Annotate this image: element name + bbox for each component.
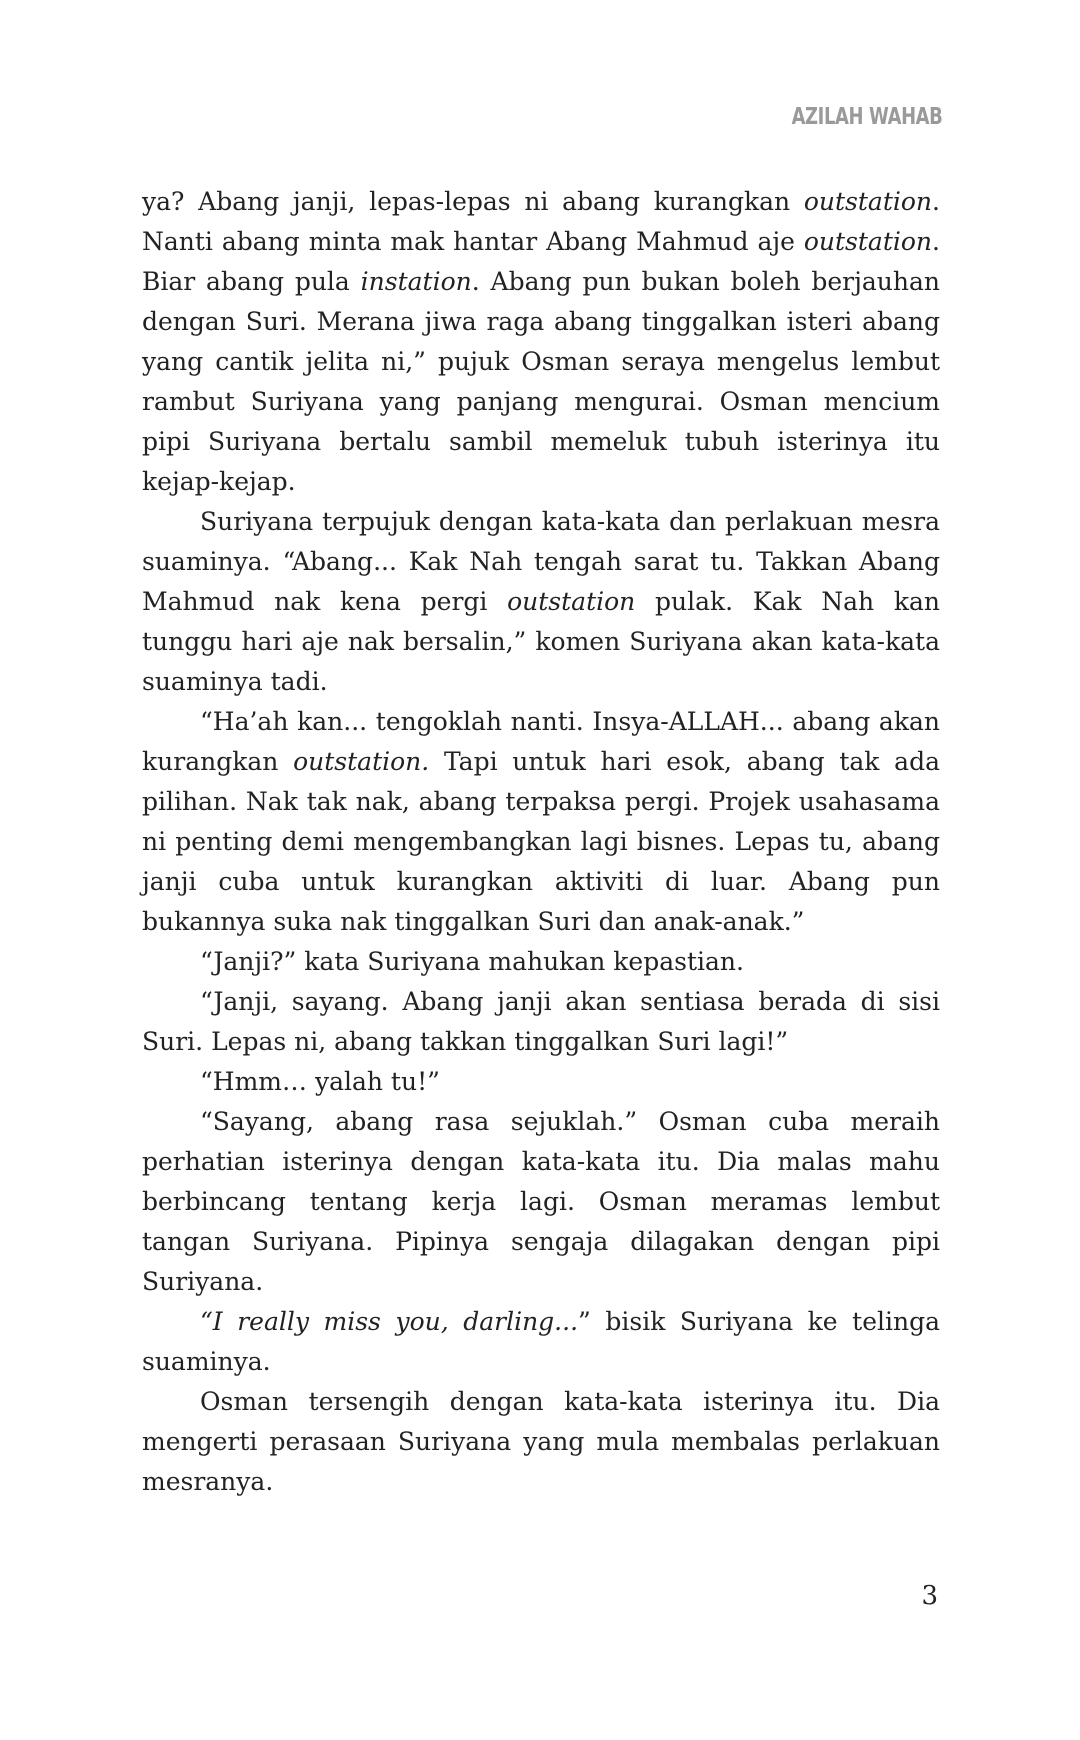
text-run: ya? Abang janji, lepas-lepas ni abang kurangkan <box>142 187 804 216</box>
paragraph <box>142 1102 940 1302</box>
text-run: . Biar abang pula <box>142 227 940 296</box>
italic-text: outstation <box>803 187 933 216</box>
italic-text: outstation <box>803 227 933 256</box>
paragraph <box>142 1302 940 1382</box>
text-run: “Janji, sayang. Abang janji akan sentiasa berada di sisi Suri. Lepas ni, abang takkan tinggalkan Suri lagi!” <box>142 987 940 1056</box>
text-run: . Abang pun bukan boleh berjauhan dengan Suri. Merana jiwa raga abang tinggalkan isteri abang yang cantik jelita ni,” pujuk Osman seraya mengelus lembut rambut Suriyana yang panjang mengurai. Osman mencium pipi Suriyana bertalu sambil memeluk tubuh isterinya itu kejap-kejap. <box>142 267 940 496</box>
paragraph <box>142 1062 940 1102</box>
text-run: “Ha’ah kan... tengoklah nanti. Insya-ALLAH... abang akan kurangkan <box>142 707 940 776</box>
paragraph <box>142 982 940 1062</box>
italic-text: outstation <box>507 587 636 616</box>
text-run: “Sayang, abang rasa sejuklah.” Osman cuba meraih perhatian isterinya dengan kata-kata itu. Dia malas mahu berbincang tentang kerja lagi. Osman meramas lembut tangan Suriyana. Pipinya sengaja dilagakan dengan pipi Suriyana. <box>142 1107 940 1296</box>
text-run: . Nanti abang minta mak hantar Abang Mahmud aje <box>142 187 940 256</box>
page-number: 3 <box>921 1581 938 1611</box>
italic-text: instation <box>360 267 472 296</box>
text-run: Tapi untuk hari esok, abang tak ada pilihan. Nak tak nak, abang terpaksa pergi. Projek usahasama ni penting demi mengembangkan lagi bisnes. Lepas tu, abang janji cuba untuk kurangkan aktiviti di luar. Abang pun bukannya suka nak tinggalkan Suri dan anak-anak.” <box>142 747 940 936</box>
paragraph <box>142 1382 940 1502</box>
text-run: ” bisik Suriyana ke telinga suaminya. <box>142 1307 940 1376</box>
paragraph <box>142 702 940 942</box>
italic-text: outstation. <box>293 747 430 776</box>
text-run: Osman tersengih dengan kata-kata isterinya itu. Dia mengerti perasaan Suriyana yang mula membalas perlakuan mesranya. <box>142 1387 940 1496</box>
paragraph <box>142 182 940 502</box>
text-run: “Janji?” kata Suriyana mahukan kepastian. <box>200 947 744 976</box>
body-text <box>142 182 940 1502</box>
paragraph <box>142 942 940 982</box>
italic-text: “I really miss you, darling... <box>200 1307 579 1336</box>
text-run: pulak. Kak Nah kan tunggu hari aje nak bersalin,” komen Suriyana akan kata-kata suaminya tadi. <box>142 587 940 696</box>
running-header-author: AZILAH WAHAB <box>791 104 942 130</box>
text-run: Suriyana terpujuk dengan kata-kata dan perlakuan mesra suaminya. “Abang... Kak Nah tengah sarat tu. Takkan Abang Mahmud nak kena pergi <box>142 507 940 616</box>
paragraph <box>142 502 940 702</box>
text-run: “Hmm… yalah tu!” <box>200 1067 440 1096</box>
